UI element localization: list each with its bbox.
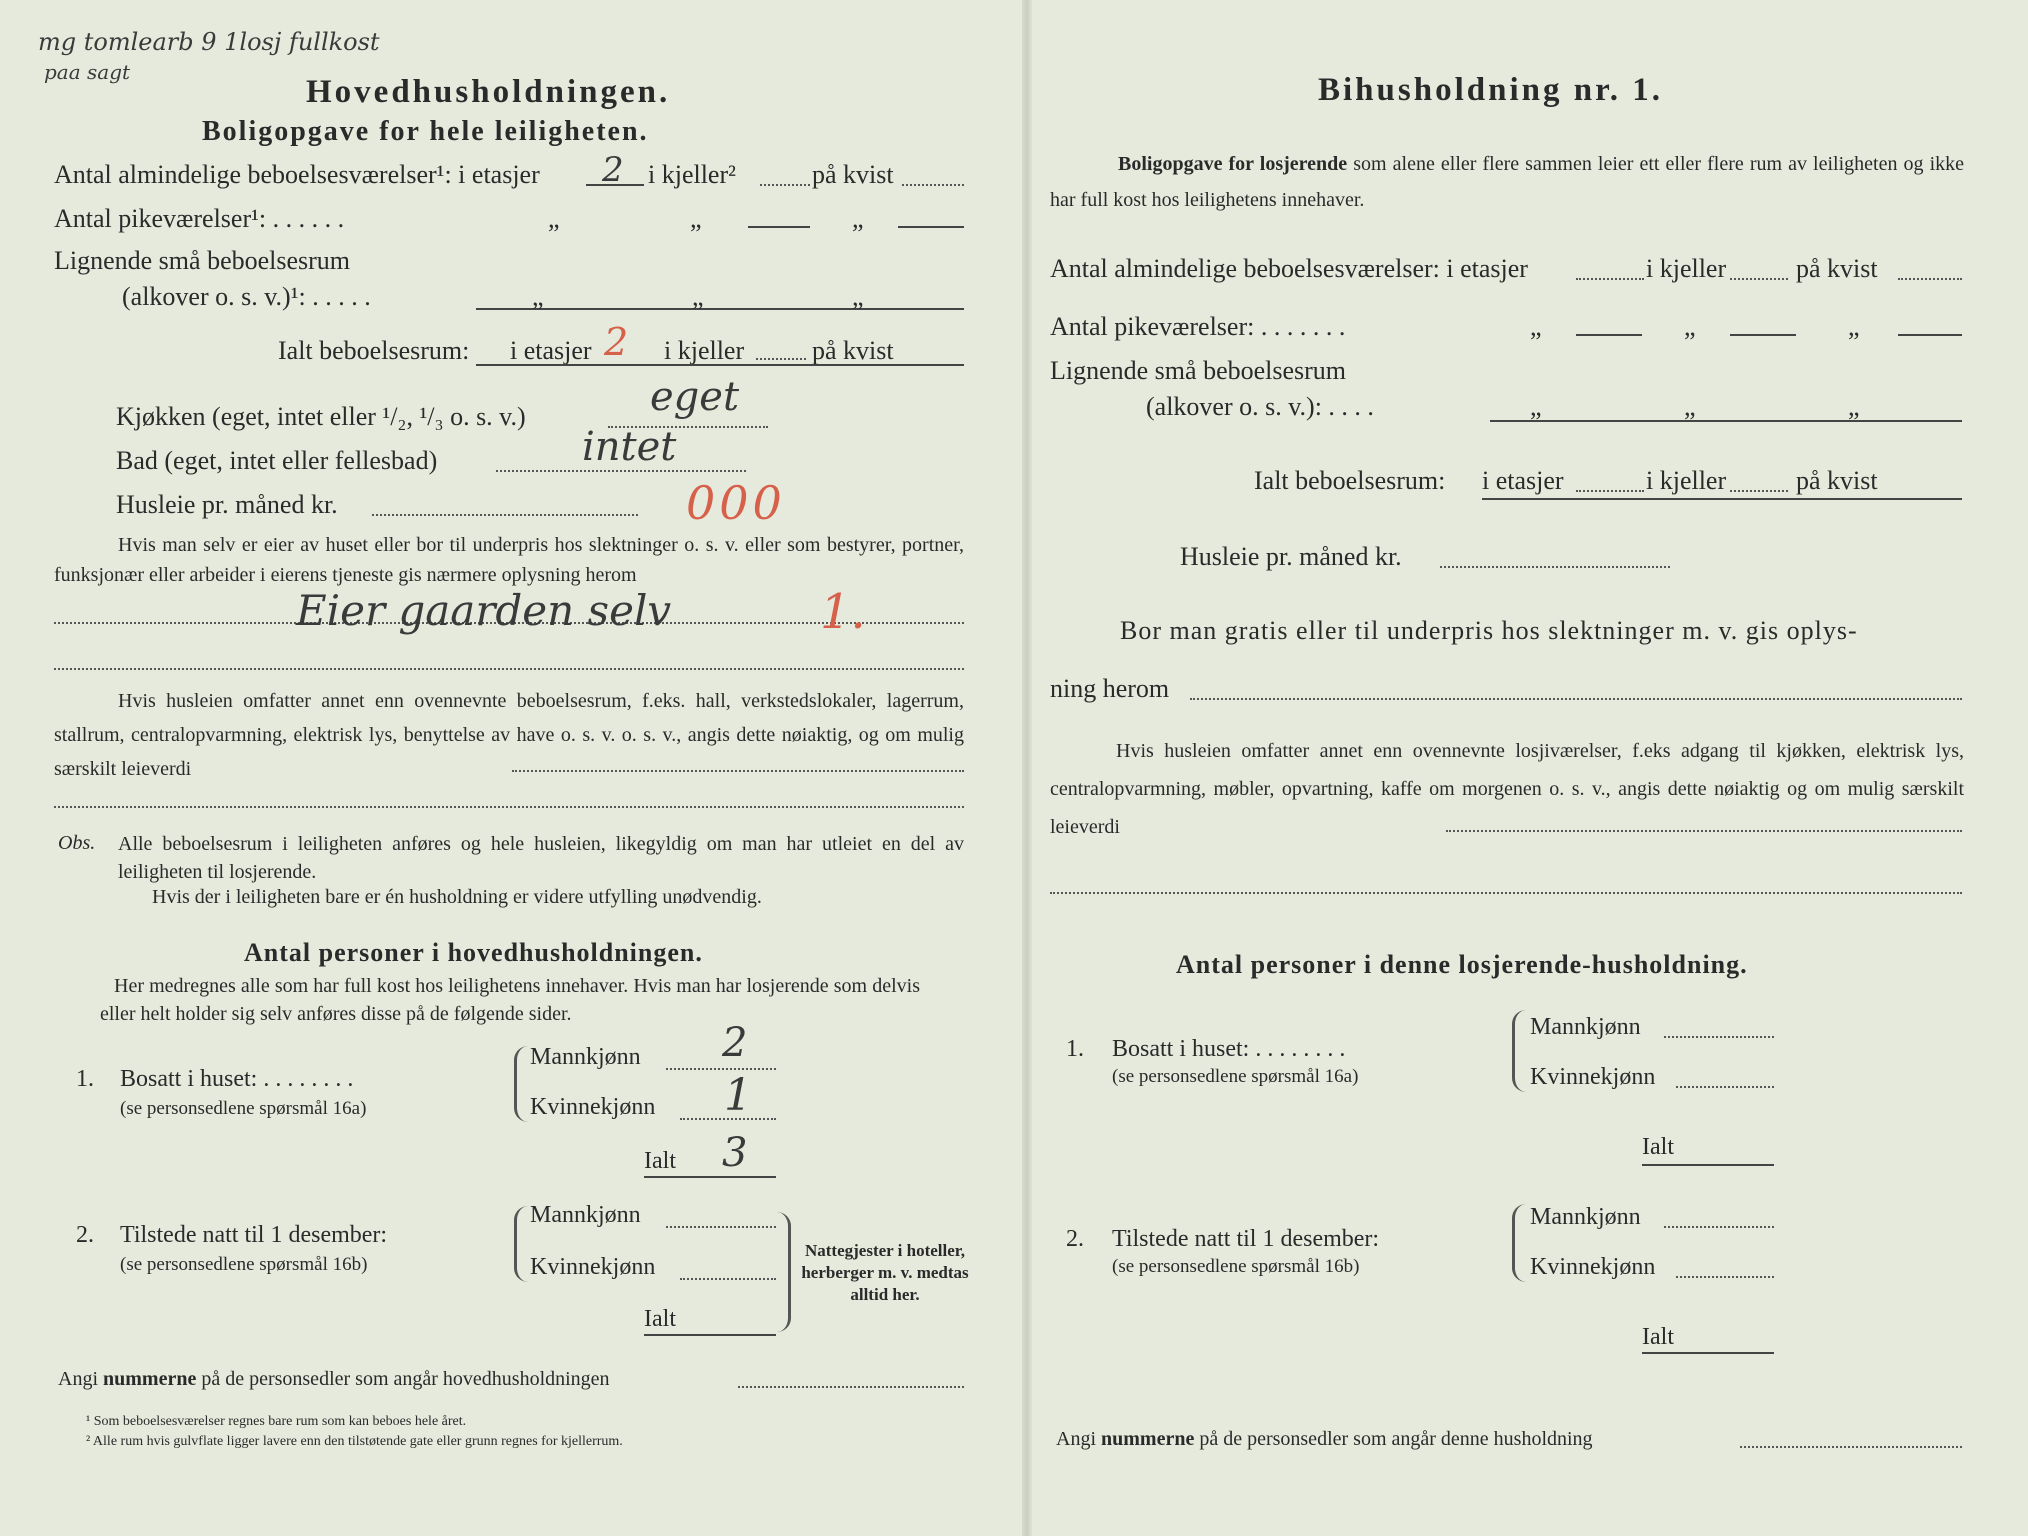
r-q2-brace — [1512, 1204, 1529, 1282]
obs-text: Alle beboelsesrum i leiligheten anføres og hele husleien, likegyldig om man har utleiet en del av leiligheten til losjerende. — [118, 833, 964, 883]
r-total-floors-label: i etasjer — [1482, 466, 1564, 495]
floors-value[interactable]: 2 — [602, 150, 624, 190]
q1-male-value[interactable]: 2 — [722, 1020, 748, 1066]
q2-label: Tilstede natt til 1 desember: — [120, 1222, 388, 1248]
r-attic-field[interactable] — [1898, 278, 1962, 280]
q1-female-label: Kvinnekjønn — [530, 1094, 656, 1120]
q2-female-label: Kvinnekjønn — [530, 1254, 656, 1280]
obs-text-2: Hvis der i leiligheten bare er én husholdning er videre utfylling unødvendig. — [152, 886, 762, 908]
cellar-field[interactable] — [760, 184, 810, 186]
alcove-label: (alkover o. s. v.)¹: . . . . . — [122, 282, 371, 311]
bath-label: Bad (eget, intet eller fellesbad) — [116, 446, 438, 475]
intro-bold: Boligopgave for losjerende — [1118, 153, 1348, 175]
angi-field[interactable] — [738, 1386, 964, 1388]
q2-right-brace — [774, 1212, 791, 1332]
obs-label: Obs. — [58, 832, 96, 854]
r-rent-includes-field[interactable] — [1446, 830, 1962, 832]
margin-note: mg tomlearb 9 1losj fullkost — [38, 28, 380, 56]
page-fold — [1022, 0, 1032, 1536]
owner-value[interactable]: Eier gaarden selv — [296, 586, 672, 635]
r-total-rooms-label: Ialt beboelsesrum: — [1254, 466, 1446, 495]
rent-includes-field[interactable] — [512, 770, 964, 772]
persons-instructions: Her medregnes alle som har full kost hos leilighetens innehaver. Hvis man har losjerende som delvis eller helt holder sig selv anføres disse på de følgende sider. — [100, 975, 920, 1025]
q1-sub: (se personsedlene spørsmål 16a) — [120, 1098, 367, 1119]
angi-label — [58, 1368, 610, 1391]
total-cellar-label: i kjeller — [664, 336, 745, 365]
page-subtitle: Boligopgave for hele leiligheten. — [202, 116, 649, 147]
rent-includes-field-2[interactable] — [54, 806, 964, 808]
q2-brace — [514, 1206, 531, 1282]
small-rooms-field-line[interactable] — [476, 308, 964, 310]
r-q1-female-label: Kvinnekjønn — [1530, 1064, 1656, 1090]
q2-male-field[interactable] — [666, 1226, 776, 1228]
maid-cellar-field[interactable] — [748, 226, 810, 228]
total-attic-label: på kvist — [812, 336, 894, 365]
attic-label: på kvist — [812, 160, 894, 189]
r-q2-total-label: Ialt — [1642, 1324, 1674, 1350]
q1-total-line — [644, 1176, 776, 1178]
ditto-mark: „ — [690, 204, 702, 233]
q1-number: 1. — [76, 1066, 94, 1092]
total-floors-value[interactable]: 2 — [604, 320, 629, 364]
angi-rest: på de personsedler som angår hovedhusholdningen — [201, 1368, 610, 1390]
small-rooms-label: Lignende små beboelsesrum — [54, 246, 351, 275]
q2-male-label: Mannkjønn — [530, 1202, 641, 1228]
footnote-2: ² Alle rum hvis gulvflate ligger lavere enn den tilstøtende gate eller grunn regnes for kjellerrum. — [86, 1434, 623, 1449]
q1-total-value[interactable]: 3 — [722, 1130, 748, 1176]
total-rooms-label: Ialt beboelsesrum: — [278, 336, 470, 365]
ditto-mark: „ — [1684, 392, 1696, 421]
r-total-cellar-label: i kjeller — [1646, 466, 1727, 495]
q2-total-label: Ialt — [644, 1306, 676, 1332]
r-persons-title: Antal personer i denne losjerende-husholdning. — [1176, 950, 1748, 979]
r-alcove-label: (alkover o. s. v.): . . . . — [1146, 392, 1374, 421]
r-maid-attic-field[interactable] — [1898, 334, 1962, 336]
r-floors-field[interactable] — [1576, 278, 1644, 280]
rent-label: Husleie pr. måned kr. — [116, 490, 338, 519]
r-q2-label: Tilstede natt til 1 desember: — [1112, 1226, 1380, 1252]
intro-text: som alene eller flere sammen leier ett eller flere rum av leiligheten og ikke har full kost hos leilighetens innehaver. — [1050, 153, 1965, 211]
cellar-label: i kjeller² — [648, 160, 736, 189]
ditto-mark: „ — [1848, 312, 1860, 341]
total-field-line — [476, 364, 964, 366]
r-q1-total-line — [1642, 1164, 1774, 1166]
q1-female-value[interactable]: 1 — [724, 1070, 752, 1121]
r-attic-label: på kvist — [1796, 254, 1878, 283]
rooms-label: Antal almindelige beboelsesværelser¹: i etasjer — [54, 160, 540, 189]
total-floors-label: i etasjer — [510, 336, 592, 365]
r-rent-field[interactable] — [1440, 566, 1670, 568]
r-q1-label: Bosatt i huset: . . . . . . . . — [1112, 1036, 1346, 1062]
r-maid-rooms-label: Antal pikeværelser: . . . . . . . — [1050, 312, 1346, 341]
total-cellar-field[interactable] — [756, 358, 806, 360]
r-rent-includes-instructions: Hvis husleien omfatter annet enn ovennevnte losjiværelser, f.eks adgang til kjøkken, elektrisk lys, centralopvarmning, møbler, opvartning, kaffe om morgenen o. s. v., angis dette nøiaktig og om mulig særskilt leieverdi — [1050, 740, 1964, 838]
r-maid-cellar-field[interactable] — [1730, 334, 1796, 336]
r-q1-total-label: Ialt — [1642, 1134, 1674, 1160]
r-total-field-line — [1482, 498, 1962, 500]
r-free-rent-field[interactable] — [1190, 698, 1962, 700]
q2-sub: (se personsedlene spørsmål 16b) — [120, 1254, 368, 1275]
q1-label: Bosatt i huset: . . . . . . . . — [120, 1066, 354, 1092]
ditto-mark: „ — [1848, 392, 1860, 421]
r-angi-word: Angi — [1056, 1428, 1096, 1450]
angi-bold: nummerne — [103, 1368, 197, 1390]
r-q2-female-label: Kvinnekjønn — [1530, 1254, 1656, 1280]
rent-value[interactable]: 000 — [686, 476, 786, 530]
r-q1-male-field[interactable] — [1664, 1036, 1774, 1038]
r-angi-label — [1056, 1428, 1593, 1451]
q1-male-label: Mannkjønn — [530, 1044, 641, 1070]
r-total-attic-label: på kvist — [1796, 466, 1878, 495]
r-q1-male-label: Mannkjønn — [1530, 1014, 1641, 1040]
maid-attic-field[interactable] — [898, 226, 964, 228]
kitchen-label: Kjøkken (eget, intet eller ¹/₂, ¹/₃ o. s. v.) — [116, 402, 526, 431]
angi-word: Angi — [58, 1368, 98, 1390]
ditto-mark: „ — [852, 282, 864, 311]
ditto-mark: „ — [532, 282, 544, 311]
r-q1-brace — [1512, 1010, 1529, 1092]
r-cellar-field[interactable] — [1730, 278, 1788, 280]
r-angi-rest: på de personsedler som angår denne husholdning — [1199, 1428, 1593, 1450]
sub-household-title: Bihusholdning nr. 1. — [1318, 72, 1663, 108]
bath-field[interactable] — [496, 470, 746, 472]
r-rooms-label: Antal almindelige beboelsesværelser: i etasjer — [1050, 254, 1528, 283]
q1-brace — [514, 1046, 531, 1122]
ditto-mark: „ — [1530, 392, 1542, 421]
q2-number: 2. — [76, 1222, 94, 1248]
ditto-mark: „ — [1530, 312, 1542, 341]
owner-mark: 1. — [820, 584, 866, 640]
rent-includes-instructions: Hvis husleien omfatter annet enn ovennevnte beboelsesrum, f.eks. hall, verkstedslokaler, lagerrum, stallrum, centralopvarmning, elektrisk lys, benyttelse av have o. s. v. o. s. v., angis dette nøiaktig, og om mulig særskilt leieverdi — [54, 690, 964, 780]
r-q2-male-label: Mannkjønn — [1530, 1204, 1641, 1230]
rent-field[interactable] — [372, 514, 638, 516]
ditto-mark: „ — [548, 204, 560, 233]
footnote-1: ¹ Som beboelsesværelser regnes bare rum som kan beboes hele året. — [86, 1414, 467, 1429]
q1-male-field[interactable] — [666, 1068, 776, 1070]
r-total-cellar-field[interactable] — [1730, 490, 1788, 492]
r-q2-total-line — [1642, 1352, 1774, 1354]
r-rent-label: Husleie pr. måned kr. — [1180, 542, 1402, 571]
attic-field[interactable] — [902, 184, 964, 186]
r-q1-sub: (se personsedlene spørsmål 16a) — [1112, 1066, 1359, 1087]
maid-rooms-label: Antal pikeværelser¹: . . . . . . — [54, 204, 345, 233]
bath-value[interactable]: intet — [582, 424, 677, 470]
ditto-mark: „ — [1684, 312, 1696, 341]
page-title: Hovedhusholdningen. — [306, 74, 671, 110]
r-cellar-label: i kjeller — [1646, 254, 1727, 283]
r-angi-field[interactable] — [1740, 1446, 1962, 1448]
r-free-rent-text-2: ning herom — [1050, 674, 1170, 703]
r-small-rooms-label: Lignende små beboelsesrum — [1050, 356, 1347, 385]
ditto-mark: „ — [852, 204, 864, 233]
r-q2-female-field[interactable] — [1676, 1276, 1774, 1278]
r-q2-number: 2. — [1066, 1226, 1084, 1252]
r-angi-bold: nummerne — [1101, 1428, 1195, 1450]
q1-total-label: Ialt — [644, 1148, 676, 1174]
margin-note-2: paa sagt — [44, 60, 131, 84]
kitchen-value[interactable]: eget — [650, 374, 740, 420]
q2-female-field[interactable] — [680, 1278, 776, 1280]
r-total-floors-field[interactable] — [1576, 490, 1644, 492]
sub-household-intro — [1050, 146, 1964, 218]
r-rent-includes-field-2[interactable] — [1050, 892, 1962, 894]
r-free-rent-text: Bor man gratis eller til underpris hos slektninger m. v. gis oplys- — [1120, 616, 1858, 645]
r-maid-floors-field[interactable] — [1576, 334, 1642, 336]
persons-title: Antal personer i hovedhusholdningen. — [244, 938, 703, 967]
night-guests-note: Nattegjester i hoteller, herberger m. v. medtas alltid her. — [801, 1241, 969, 1304]
q2-total-line — [644, 1334, 776, 1336]
r-q1-number: 1. — [1066, 1036, 1084, 1062]
owner-instructions: Hvis man selv er eier av huset eller bor til underpris hos slektninger o. s. v. eller som bestyrer, portner, funksjonær eller arbeider i eierens tjeneste gis nærmere oplysning herom — [54, 534, 964, 586]
owner-field-2[interactable] — [54, 668, 964, 670]
r-q2-male-field[interactable] — [1664, 1226, 1774, 1228]
ditto-mark: „ — [692, 282, 704, 311]
r-q1-female-field[interactable] — [1676, 1086, 1774, 1088]
r-small-rooms-field-line[interactable] — [1490, 420, 1962, 422]
r-q2-sub: (se personsedlene spørsmål 16b) — [1112, 1256, 1360, 1277]
